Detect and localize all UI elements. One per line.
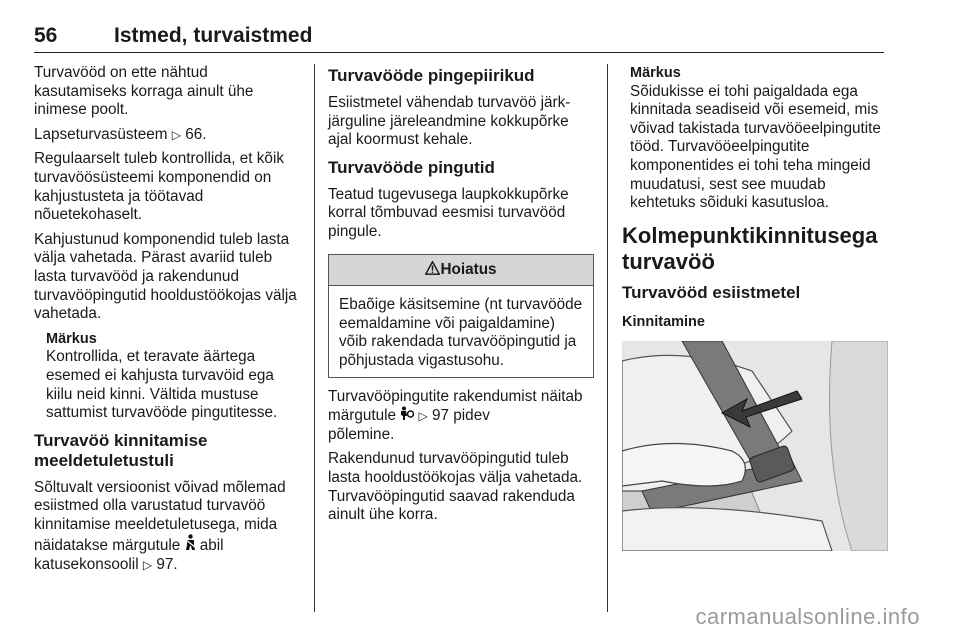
page-ref-icon: ▷ bbox=[171, 127, 181, 142]
paragraph-text: Sõltuvalt versioonist võivad mõlemad esiistmed olla varustatud turvavöö kinnitamise meeldetuletusega, mida näidatakse märgutule bbox=[34, 478, 286, 555]
page-ref-link[interactable]: 66. bbox=[185, 125, 207, 143]
seatbelt-fastening-illustration bbox=[622, 341, 888, 551]
column-3 bbox=[622, 64, 888, 551]
section-heading: Kolmepunktikinnitusega turvavöö bbox=[622, 222, 878, 274]
column-2 bbox=[328, 64, 594, 531]
seatbelt-reminder-icon bbox=[185, 534, 196, 556]
paragraph-text: põlemine. bbox=[328, 425, 395, 443]
note-title: Märkus bbox=[630, 65, 681, 81]
warning-box bbox=[328, 254, 594, 378]
paragraph-text: Turvavööpingutite rakendumist näitab märgutule bbox=[328, 387, 583, 425]
airbag-warning-icon bbox=[400, 406, 414, 426]
warning-title: Hoiatus bbox=[440, 260, 497, 278]
warning-text: Ebaõige käsitsemine (nt turvavööde eemaldamine või paigaldamine) võib rakendada turvavööpingutid ja põhjustada vigastusohu. bbox=[339, 296, 583, 369]
note-box bbox=[622, 64, 888, 213]
paragraph: Esiistmetel vähendab turvavöö järk-järguline järeleandmine kokkupõrke ajal koormust kehale. bbox=[328, 94, 571, 149]
page-ref-icon: ▷ bbox=[142, 558, 153, 573]
column-1 bbox=[34, 64, 300, 581]
warning-icon bbox=[425, 261, 440, 278]
note-text: Sõidukisse ei tohi paigaldada ega kinnitada seadiseid või esemeid, mis võivad takistada turvavööeelpingutite tööd. Turvavööeelpingutite komponentides ei tohi teha mingeid muudatusi, sest see muudab kehtetuks sõiduki kasutusloa. bbox=[630, 82, 881, 212]
page-ref-link[interactable]: 97 pidev bbox=[432, 407, 490, 425]
note-title: Märkus bbox=[46, 330, 97, 347]
section-heading: Turvavööde pingutid bbox=[328, 157, 495, 177]
page-ref-icon: ▷ bbox=[418, 409, 428, 424]
note-text: Kontrollida, et teravate äärtega esemed ei kahjusta turvavöid ega kiilu neid kinni. Vältida mustuse sattumist turvavööde pingutitesse. bbox=[46, 348, 278, 422]
paragraph bbox=[34, 479, 300, 575]
paragraph-text: Lapseturvasüsteem bbox=[34, 125, 172, 143]
warning-header bbox=[329, 255, 593, 287]
subsection-heading: Turvavööd esiistmetel bbox=[622, 282, 801, 302]
column-divider bbox=[314, 64, 315, 612]
paragraph bbox=[328, 388, 594, 445]
paragraph: Rakendunud turvavööpingutid tuleb lasta hooldustöökojas välja vahetada. Turvavööpingutid saavad rakenduda ainult ühe korra. bbox=[328, 450, 583, 524]
section-heading: Turvavööde pingepiirikud bbox=[328, 66, 535, 85]
page-header bbox=[34, 22, 884, 53]
sub-subsection-heading: Kinnitamine bbox=[622, 313, 705, 330]
column-divider bbox=[607, 64, 608, 612]
watermark: carmanualsonline.info bbox=[695, 604, 920, 629]
paragraph: Teatud tugevusega laupkokkupõrke korral tõmbuvad eesmisi turvavööd pingule. bbox=[328, 185, 569, 240]
page-number: 56 bbox=[34, 24, 58, 47]
paragraph bbox=[34, 126, 300, 145]
section-heading: Turvavöö kinnitamise meeldetuletustuli bbox=[34, 430, 208, 470]
paragraph: Regulaarselt tuleb kontrollida, et kõik turvavöösüsteemi komponendid on kahjustusteta ja töötavad nõuetekohaselt. bbox=[34, 150, 284, 224]
note-box bbox=[34, 330, 300, 423]
paragraph: Turvavööd on ette nähtud kasutamiseks korraga ainult ühe inimese poolt. bbox=[34, 64, 254, 119]
paragraph-text: abil katusekonsoolil bbox=[34, 537, 224, 574]
paragraph: Kahjustunud komponendid tuleb lasta välja vahetada. Pärast avariid tuleb lasta turvavööd ja rakendunud turvavööpingutid hooldustöökojas välja vahetada. bbox=[34, 230, 297, 323]
chapter-title: Istmed, turvaistmed bbox=[114, 24, 313, 47]
page-ref-link[interactable]: 97. bbox=[156, 556, 178, 574]
